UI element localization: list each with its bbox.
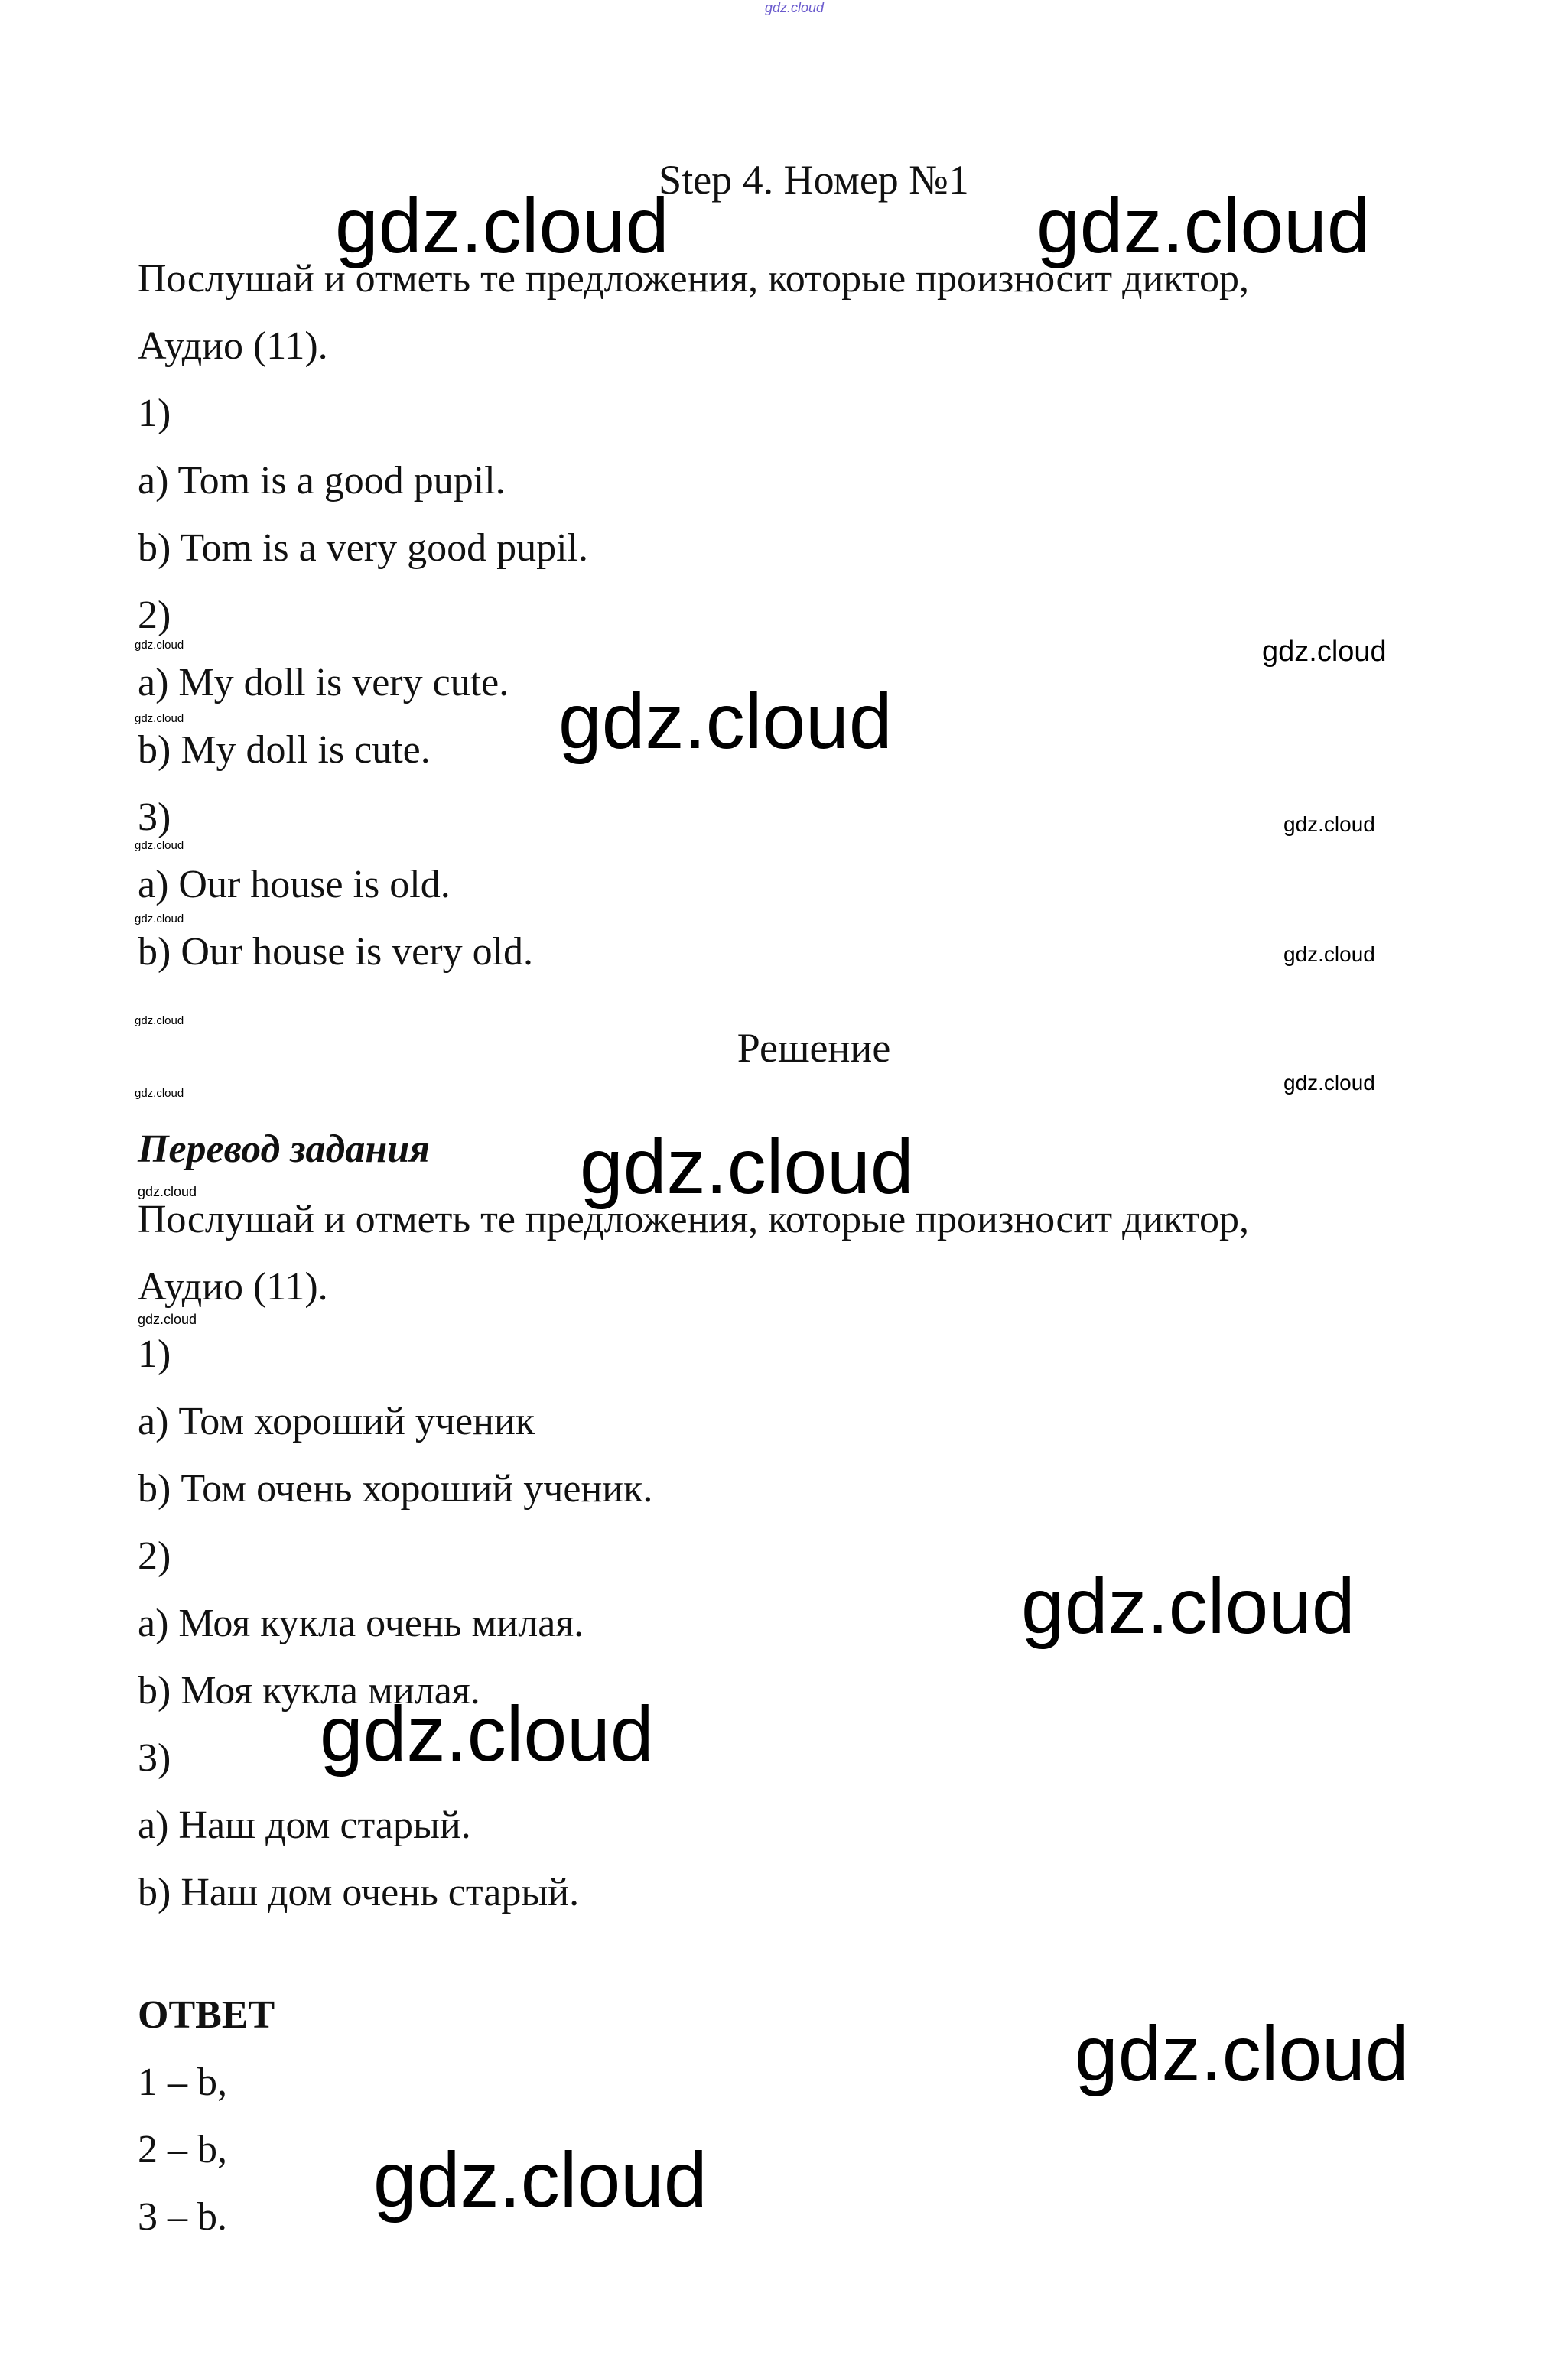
translation-item-3-option-b: b) Наш дом очень старый. <box>138 1871 580 1914</box>
page-title: Step 4. Номер №1 <box>659 157 969 203</box>
translation-item-1-option-b: b) Том очень хороший ученик. <box>138 1467 653 1511</box>
answer-line-1: 1 – b, <box>138 2061 227 2104</box>
task-instruction-line2: Аудио (11). <box>138 324 328 368</box>
translation-heading: Перевод задания <box>138 1127 430 1171</box>
watermark-small: gdz.cloud <box>1283 812 1375 836</box>
watermark-large: gdz.cloud <box>373 2136 708 2223</box>
watermark-large: gdz.cloud <box>1075 2010 1409 2097</box>
watermark-small: gdz.cloud <box>1283 942 1375 966</box>
watermark-top: gdz.cloud <box>765 0 825 15</box>
watermark-large: gdz.cloud <box>320 1690 654 1778</box>
watermark-large: gdz.cloud <box>580 1123 914 1210</box>
translation-item-2-number: 2) <box>138 1534 171 1578</box>
watermark-tiny: gdz.cloud <box>138 1312 197 1327</box>
task-item-1-number: 1) <box>138 392 171 435</box>
translation-item-1-number: 1) <box>138 1332 171 1376</box>
task-item-2-option-a: a) My doll is very cute. <box>138 661 509 704</box>
task-item-2-number: 2) <box>138 594 171 637</box>
translation-item-3-option-a: a) Наш дом старый. <box>138 1804 471 1847</box>
translation-item-2-option-a: a) Моя кукла очень милая. <box>138 1602 584 1645</box>
watermark-large: gdz.cloud <box>558 678 893 765</box>
translation-item-1-option-a: a) Том хороший ученик <box>138 1400 535 1443</box>
task-instruction-line1: Послушай и отметь те предложения, которые произносит диктор, <box>138 257 1250 301</box>
watermark-tiny: gdz.cloud <box>135 839 184 852</box>
watermark-large: gdz.cloud <box>335 182 669 269</box>
watermark-medium: gdz.cloud <box>1262 636 1387 668</box>
watermark-tiny: gdz.cloud <box>135 639 184 652</box>
task-item-3-option-b: b) Our house is very old. <box>138 930 534 974</box>
answer-line-3: 3 – b. <box>138 2195 227 2239</box>
watermark-tiny: gdz.cloud <box>135 912 184 925</box>
solution-heading: Решение <box>737 1025 891 1071</box>
translation-item-2-option-b: b) Моя кукла милая. <box>138 1669 480 1713</box>
answer-line-2: 2 – b, <box>138 2128 227 2171</box>
watermark-large: gdz.cloud <box>1021 1563 1355 1650</box>
watermark-tiny: gdz.cloud <box>135 1087 184 1100</box>
translation-instruction-line2: Аудио (11). <box>138 1265 328 1309</box>
task-item-3-option-a: a) Our house is old. <box>138 863 451 906</box>
watermark-tiny: gdz.cloud <box>138 1184 197 1199</box>
translation-item-3-number: 3) <box>138 1736 171 1780</box>
task-item-3-number: 3) <box>138 795 171 839</box>
task-item-2-option-b: b) My doll is cute. <box>138 728 431 772</box>
answer-heading: ОТВЕТ <box>138 1993 275 2037</box>
translation-instruction-line1: Послушай и отметь те предложения, которые произносит диктор, <box>138 1198 1250 1241</box>
watermark-small: gdz.cloud <box>1283 1071 1375 1095</box>
watermark-tiny: gdz.cloud <box>135 1014 184 1027</box>
watermark-large: gdz.cloud <box>1036 182 1371 269</box>
watermark-tiny: gdz.cloud <box>135 712 184 725</box>
task-item-1-option-a: a) Tom is a good pupil. <box>138 459 506 503</box>
task-item-1-option-b: b) Tom is a very good pupil. <box>138 526 589 570</box>
